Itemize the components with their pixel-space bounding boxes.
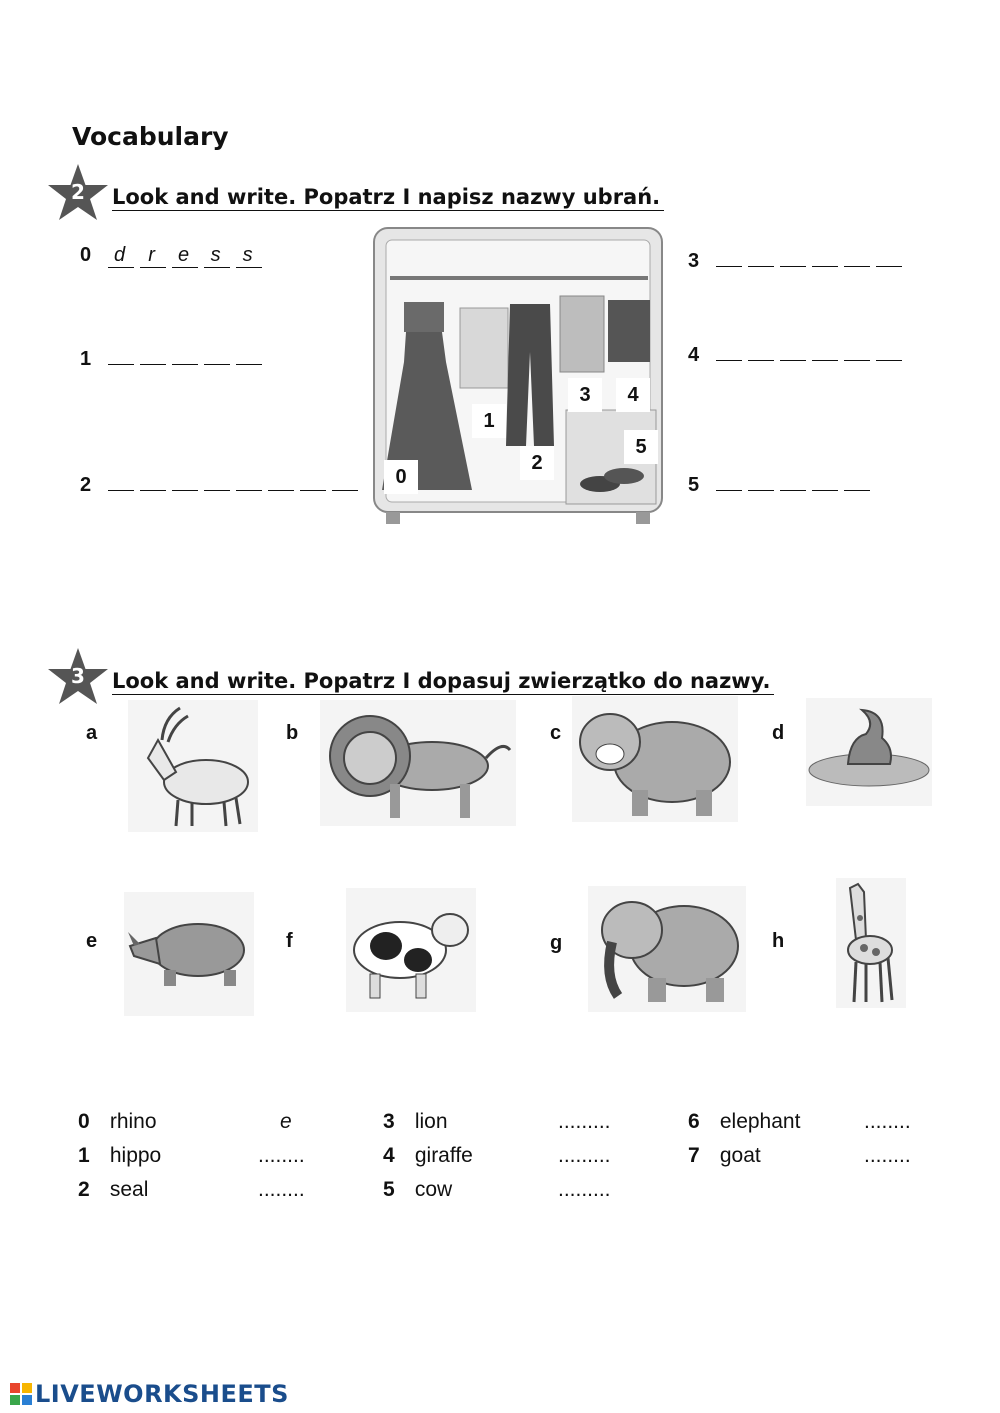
exercise-3-instruction: Look and write. Popatrz I dopasuj zwierzątko do nazwy. — [112, 668, 774, 695]
answer-number: 2 — [78, 1178, 90, 1201]
page-title: Vocabulary — [72, 122, 229, 151]
elephant-icon — [588, 886, 746, 1012]
letter-blank[interactable] — [812, 468, 838, 491]
letter-blank[interactable] — [844, 468, 870, 491]
clothes-item-0 — [80, 244, 268, 268]
clothes-item-4 — [688, 338, 908, 367]
liveworksheets-logo — [10, 1380, 289, 1408]
letter-blank[interactable] — [140, 342, 166, 365]
picture-tag-5: 5 — [624, 430, 658, 464]
answer-field[interactable]: ......... — [558, 1110, 611, 1133]
answer-number: 6 — [688, 1110, 700, 1133]
animal-word: seal — [109, 1178, 149, 1201]
letter-blank[interactable] — [172, 468, 198, 491]
letter-blank[interactable] — [716, 468, 742, 491]
animal-word: hippo — [109, 1144, 162, 1167]
answer-number: 4 — [383, 1144, 395, 1167]
exercise-2-instruction: Look and write. Popatrz I napisz nazwy ubrań. — [112, 184, 664, 211]
answer-row-5 — [383, 1178, 452, 1202]
letter-blank[interactable] — [204, 468, 230, 491]
answer-field[interactable]: ......... — [558, 1178, 611, 1201]
item-label: 1 — [80, 348, 92, 370]
item-label: 3 — [688, 250, 700, 272]
answer-number: 1 — [78, 1144, 90, 1167]
liveworksheets-logo-icon — [10, 1383, 32, 1405]
letter-blank[interactable] — [876, 244, 902, 267]
picture-tag-3: 3 — [568, 378, 602, 412]
animal-word: elephant — [719, 1110, 801, 1133]
seal-icon — [806, 698, 932, 806]
answer-row-2 — [78, 1178, 148, 1202]
animal-letter-a: a — [86, 722, 98, 744]
answer-number: 0 — [78, 1110, 90, 1133]
animal-word: rhino — [109, 1110, 157, 1133]
letter-blank: s — [236, 245, 262, 268]
letter-blank[interactable] — [268, 468, 294, 491]
letter-blank[interactable] — [300, 468, 326, 491]
picture-tag-4: 4 — [616, 378, 650, 412]
rhino-icon — [124, 892, 254, 1016]
giraffe-icon — [836, 878, 906, 1008]
exercise-2-star-icon — [46, 162, 110, 222]
answer-number: 5 — [383, 1178, 395, 1201]
item-label: 0 — [80, 244, 92, 266]
clothes-item-2 — [80, 468, 364, 497]
animal-letter-e: e — [86, 930, 98, 952]
letter-blank[interactable] — [204, 342, 230, 365]
letter-blank[interactable] — [844, 338, 870, 361]
letter-blank[interactable] — [748, 244, 774, 267]
answer-field[interactable]: ........ — [864, 1144, 911, 1167]
letter-blank[interactable] — [172, 342, 198, 365]
letter-blank[interactable] — [876, 338, 902, 361]
letter-blank[interactable] — [844, 244, 870, 267]
letter-blank[interactable] — [236, 468, 262, 491]
letter-blank[interactable] — [780, 244, 806, 267]
brand-name: LIVEWORKSHEETS — [35, 1380, 289, 1408]
letter-blank: e — [172, 245, 198, 268]
answer-row-0 — [78, 1110, 157, 1134]
animal-word: goat — [719, 1144, 761, 1167]
item-label: 4 — [688, 344, 700, 366]
answer-field[interactable]: ........ — [258, 1178, 305, 1201]
item-label: 2 — [80, 474, 92, 496]
letter-blank[interactable] — [108, 342, 134, 365]
picture-tag-1: 1 — [472, 404, 506, 438]
lion-icon — [320, 700, 516, 826]
letter-blank[interactable] — [108, 468, 134, 491]
letter-blank[interactable] — [716, 244, 742, 267]
answer-row-1 — [78, 1144, 161, 1168]
answer-number: 7 — [688, 1144, 700, 1167]
letter-blank[interactable] — [332, 468, 358, 491]
clothes-item-1 — [80, 342, 268, 371]
answer-field: e — [280, 1110, 292, 1133]
letter-blank[interactable] — [748, 338, 774, 361]
letter-blank[interactable] — [780, 338, 806, 361]
letter-blank: d — [108, 245, 134, 268]
animal-letter-b: b — [286, 722, 299, 744]
wardrobe-picture — [368, 222, 668, 526]
answer-field[interactable]: ........ — [864, 1110, 911, 1133]
animal-letter-c: c — [550, 722, 562, 744]
item-label: 5 — [688, 474, 700, 496]
clothes-item-3 — [688, 244, 908, 273]
exercise-3-star-icon — [46, 646, 110, 706]
goat-icon — [128, 700, 258, 832]
answer-number: 3 — [383, 1110, 395, 1133]
animal-letter-f: f — [286, 930, 293, 952]
letter-blank[interactable] — [780, 468, 806, 491]
answer-row-3 — [383, 1110, 448, 1134]
hippo-icon — [572, 696, 738, 822]
letter-blank[interactable] — [812, 338, 838, 361]
animal-letter-d: d — [772, 722, 785, 744]
letter-blank[interactable] — [236, 342, 262, 365]
letter-blank: s — [204, 245, 230, 268]
cow-icon — [346, 888, 476, 1012]
letter-blank[interactable] — [140, 468, 166, 491]
animal-word: giraffe — [414, 1144, 473, 1167]
clothes-item-5 — [688, 468, 876, 497]
animal-word: lion — [414, 1110, 448, 1133]
answer-row-6 — [688, 1110, 800, 1134]
letter-blank[interactable] — [748, 468, 774, 491]
animal-letter-g: g — [550, 932, 563, 954]
animal-letter-h: h — [772, 930, 785, 952]
picture-tag-0: 0 — [384, 460, 418, 494]
letter-blank: r — [140, 245, 166, 268]
answer-row-7 — [688, 1144, 761, 1168]
letter-blank[interactable] — [812, 244, 838, 267]
picture-tag-2: 2 — [520, 446, 554, 480]
answer-field[interactable]: ......... — [558, 1144, 611, 1167]
letter-blank[interactable] — [716, 338, 742, 361]
exercise-3-number: 3 — [71, 664, 85, 688]
answer-row-4 — [383, 1144, 473, 1168]
animal-word: cow — [414, 1178, 453, 1201]
exercise-2-number: 2 — [71, 180, 85, 204]
answer-field[interactable]: ........ — [258, 1144, 305, 1167]
